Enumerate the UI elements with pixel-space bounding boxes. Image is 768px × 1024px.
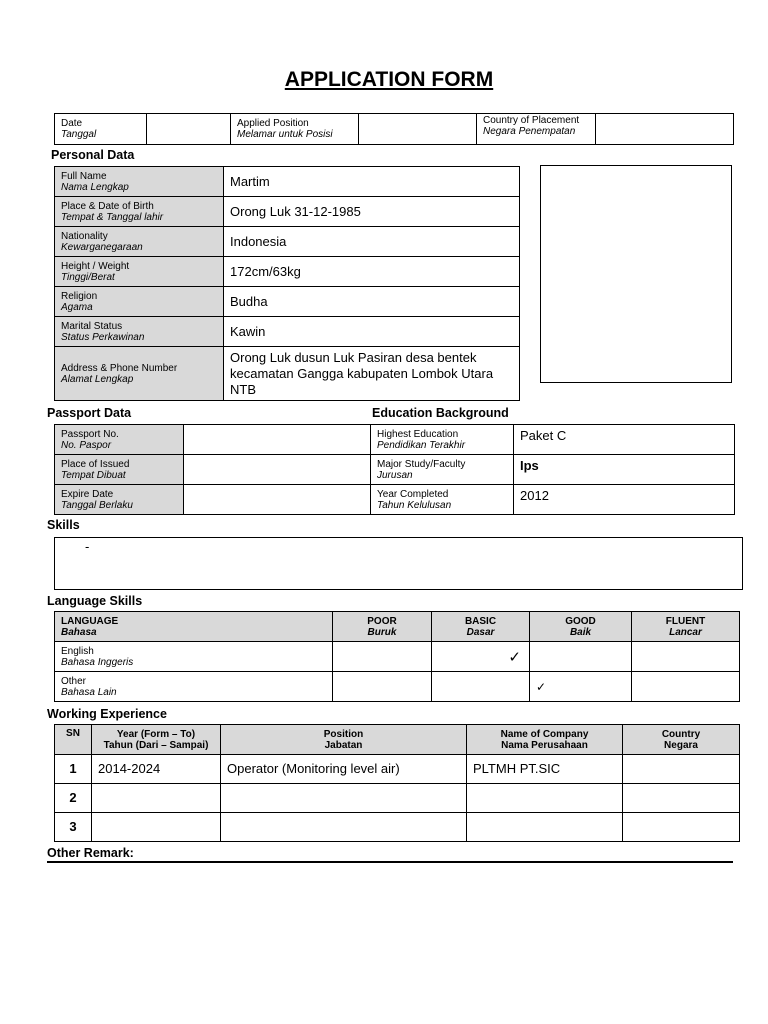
- table-row: [55, 784, 740, 813]
- skills-box[interactable]: [54, 537, 743, 590]
- year-completed-label: Year Completed Tahun Kelulusan: [371, 485, 514, 515]
- table-row: [55, 755, 740, 784]
- company-cell[interactable]: [467, 813, 623, 842]
- major-study-label: Major Study/Faculty Jurusan: [371, 455, 514, 485]
- position-cell[interactable]: [221, 813, 467, 842]
- passport-no-field[interactable]: [184, 425, 371, 455]
- language-skills-heading: Language Skills: [47, 594, 143, 608]
- education-heading: Education Background: [372, 406, 509, 420]
- col-poor: POOR Buruk: [333, 612, 432, 642]
- col-basic: BASIC Dasar: [432, 612, 530, 642]
- address-field[interactable]: Orong Luk dusun Luk Pasiran desa bentek kecamatan Gangga kabupaten Lombok Utara NTB: [224, 347, 520, 401]
- height-weight-field[interactable]: 172cm/63kg: [224, 257, 520, 287]
- place-issued-field[interactable]: [184, 455, 371, 485]
- country-cell[interactable]: [623, 813, 740, 842]
- col-country: Country Negara: [623, 725, 740, 755]
- page-title: APPLICATION FORM: [284, 68, 494, 91]
- language-name: Other Bahasa Lain: [55, 672, 333, 702]
- nationality-field[interactable]: Indonesia: [224, 227, 520, 257]
- good-cell[interactable]: [530, 642, 632, 672]
- passport-data-heading: Passport Data: [47, 406, 132, 420]
- marital-status-field[interactable]: Kawin: [224, 317, 520, 347]
- date-field[interactable]: [147, 114, 231, 145]
- passport-education-table: [54, 424, 735, 515]
- year-cell[interactable]: 2014-2024: [92, 755, 221, 784]
- full-name-label: Full Name Nama Lengkap: [55, 167, 224, 197]
- language-row-other: [55, 672, 740, 702]
- other-remark-heading: Other Remark:: [47, 846, 134, 860]
- passport-no-label: Passport No. No. Paspor: [55, 425, 184, 455]
- marital-status-label: Marital Status Status Perkawinan: [55, 317, 224, 347]
- skills-value: -: [85, 539, 90, 554]
- position-cell[interactable]: Operator (Monitoring level air): [221, 755, 467, 784]
- country-cell[interactable]: [623, 784, 740, 813]
- position-cell[interactable]: [221, 784, 467, 813]
- working-experience-table: [54, 724, 740, 842]
- col-year: Year (Form – To) Tahun (Dari – Sampai): [92, 725, 221, 755]
- language-skills-table: [54, 611, 740, 702]
- col-company: Name of Company Nama Perusahaan: [467, 725, 623, 755]
- address-label: Address & Phone Number Alamat Lengkap: [55, 347, 224, 401]
- sn-cell: 3: [55, 813, 92, 842]
- language-row-english: [55, 642, 740, 672]
- birth-field[interactable]: Orong Luk 31-12-1985: [224, 197, 520, 227]
- skills-heading: Skills: [47, 518, 80, 532]
- good-cell[interactable]: [530, 672, 632, 702]
- working-experience-heading: Working Experience: [47, 707, 167, 721]
- expire-date-field[interactable]: [184, 485, 371, 515]
- major-study-field[interactable]: Ips: [514, 455, 735, 485]
- birth-label: Place & Date of Birth Tempat & Tanggal lahir: [55, 197, 224, 227]
- applied-position-field[interactable]: [359, 114, 477, 145]
- sn-cell: 1: [55, 755, 92, 784]
- full-name-field[interactable]: Martim: [224, 167, 520, 197]
- country-placement-field[interactable]: [596, 114, 734, 145]
- country-cell[interactable]: [623, 755, 740, 784]
- religion-field[interactable]: Budha: [224, 287, 520, 317]
- basic-cell[interactable]: [432, 642, 530, 672]
- nationality-label: Nationality Kewarganegaraan: [55, 227, 224, 257]
- country-placement-label: Country of Placement Negara Penempatan: [477, 114, 596, 145]
- highest-education-label: Highest Education Pendidikan Terakhir: [371, 425, 514, 455]
- personal-data-heading: Personal Data: [51, 148, 135, 162]
- personal-data-table: [54, 166, 520, 401]
- year-cell[interactable]: [92, 784, 221, 813]
- height-weight-label: Height / Weight Tinggi/Berat: [55, 257, 224, 287]
- basic-cell[interactable]: [432, 672, 530, 702]
- language-name: English Bahasa Inggeris: [55, 642, 333, 672]
- year-completed-field[interactable]: 2012: [514, 485, 735, 515]
- col-good: GOOD Baik: [530, 612, 632, 642]
- expire-date-label: Expire Date Tanggal Berlaku: [55, 485, 184, 515]
- year-cell[interactable]: [92, 813, 221, 842]
- poor-cell[interactable]: [333, 672, 432, 702]
- fluent-cell[interactable]: [632, 672, 740, 702]
- check-icon: ✓: [536, 679, 547, 694]
- place-issued-label: Place of Issued Tempat Dibuat: [55, 455, 184, 485]
- sn-cell: 2: [55, 784, 92, 813]
- remark-divider: [47, 861, 733, 863]
- religion-label: Religion Agama: [55, 287, 224, 317]
- applied-position-label: Applied Position Melamar untuk Posisi: [231, 114, 359, 145]
- date-label: Date Tanggal: [55, 114, 147, 145]
- header-table: [54, 113, 734, 145]
- company-cell[interactable]: [467, 784, 623, 813]
- poor-cell[interactable]: [333, 642, 432, 672]
- col-fluent: FLUENT Lancar: [632, 612, 740, 642]
- company-cell[interactable]: PLTMH PT.SIC: [467, 755, 623, 784]
- highest-education-field[interactable]: Paket C: [514, 425, 735, 455]
- col-position: Position Jabatan: [221, 725, 467, 755]
- col-sn: SN: [55, 725, 92, 755]
- check-icon: ✓: [508, 648, 521, 666]
- fluent-cell[interactable]: [632, 642, 740, 672]
- col-language: LANGUAGE Bahasa: [55, 612, 333, 642]
- table-row: [55, 813, 740, 842]
- photo-box: [540, 165, 732, 383]
